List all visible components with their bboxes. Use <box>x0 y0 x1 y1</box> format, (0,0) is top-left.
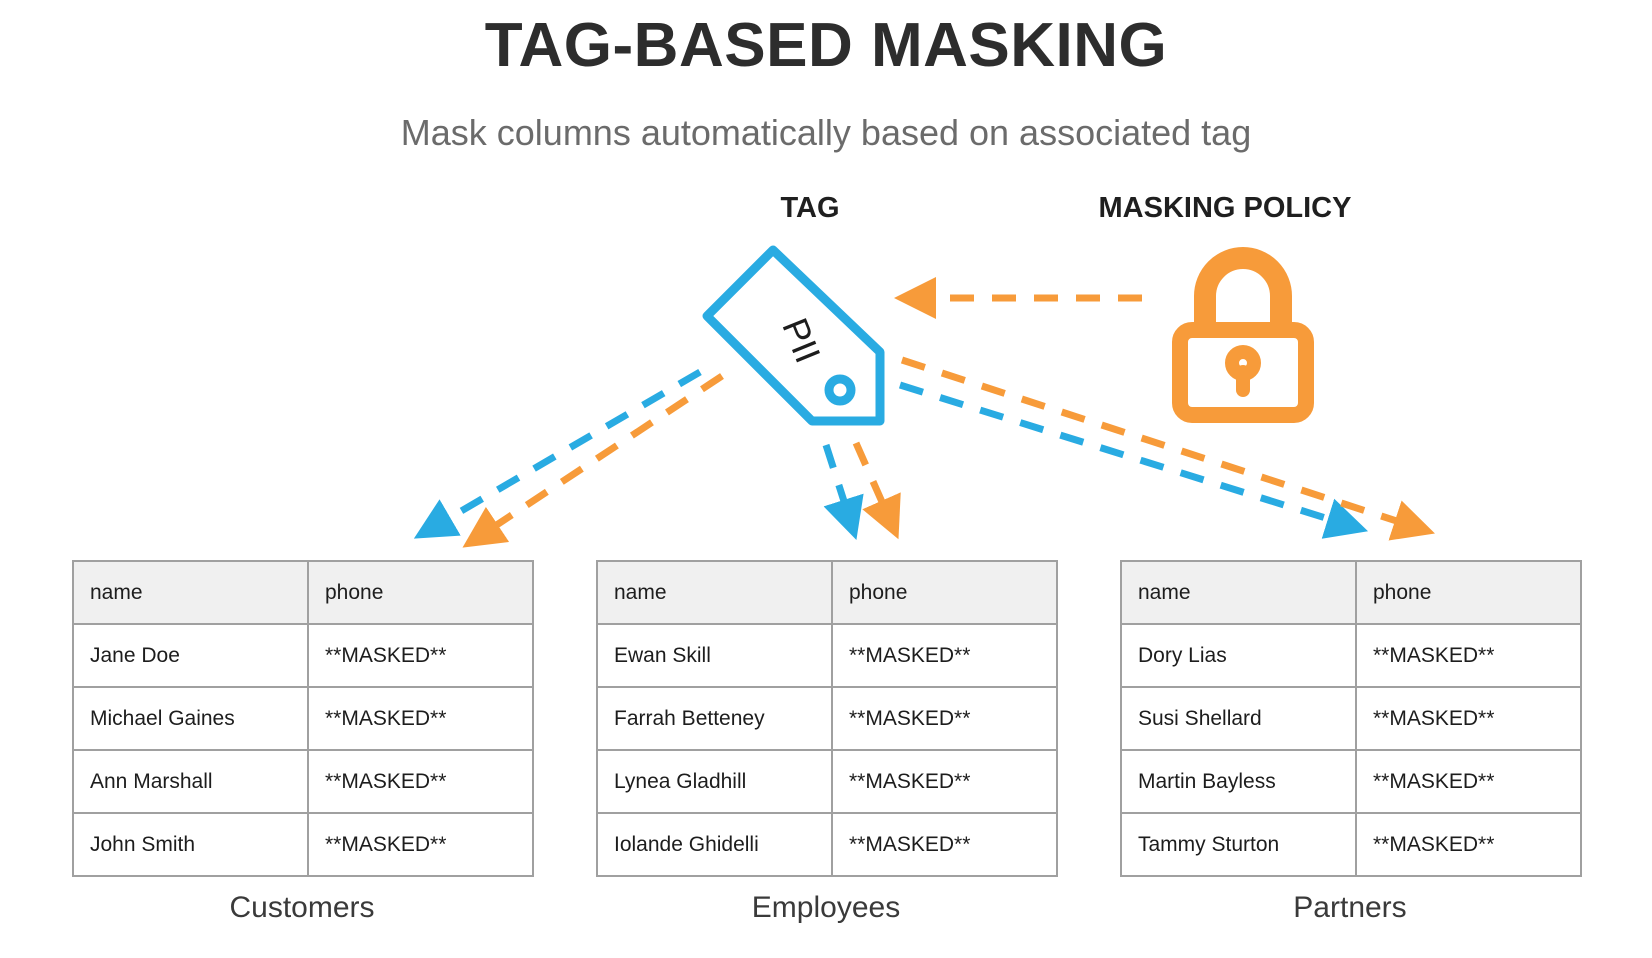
table-row <box>597 624 1057 687</box>
table-row <box>1121 750 1581 813</box>
cell-phone: **MASKED** <box>308 813 533 876</box>
cell-name: Ann Marshall <box>73 750 308 813</box>
cell-name: Martin Bayless <box>1121 750 1356 813</box>
cell-name: Susi Shellard <box>1121 687 1356 750</box>
cell-phone: **MASKED** <box>832 624 1057 687</box>
cell-phone: **MASKED** <box>308 624 533 687</box>
cell-phone: **MASKED** <box>832 750 1057 813</box>
table-row <box>73 813 533 876</box>
cell-phone: **MASKED** <box>1356 624 1581 687</box>
arrow-tag-to-employees <box>826 445 850 520</box>
cell-name: Dory Lias <box>1121 624 1356 687</box>
data-table <box>596 560 1058 877</box>
column-header-name: name <box>1121 561 1356 624</box>
table-block-partners <box>1120 560 1580 925</box>
arrow-policy-to-employees <box>856 443 890 520</box>
table-block-employees <box>596 560 1056 925</box>
data-table <box>1120 560 1582 877</box>
tag-text: PII <box>774 312 829 369</box>
arrow-policy-to-customers <box>480 376 722 536</box>
table-row <box>1121 624 1581 687</box>
tag-icon <box>707 250 880 421</box>
column-header-name: name <box>73 561 308 624</box>
cell-name: Ewan Skill <box>597 624 832 687</box>
cell-name: Jane Doe <box>73 624 308 687</box>
table-block-customers <box>72 560 532 925</box>
table-row <box>73 687 533 750</box>
page-title: TAG-BASED MASKING <box>484 11 1168 80</box>
table-caption: Customers <box>229 891 375 924</box>
column-header-name: name <box>597 561 832 624</box>
table-row <box>73 750 533 813</box>
cell-phone: **MASKED** <box>308 750 533 813</box>
column-header-phone: phone <box>832 561 1057 624</box>
cell-name: Farrah Betteney <box>597 687 832 750</box>
tag-label: TAG <box>780 192 840 224</box>
cell-phone: **MASKED** <box>1356 813 1581 876</box>
cell-phone: **MASKED** <box>1356 750 1581 813</box>
cell-name: Iolande Ghidelli <box>597 813 832 876</box>
cell-phone: **MASKED** <box>832 687 1057 750</box>
cell-phone: **MASKED** <box>1356 687 1581 750</box>
data-table <box>72 560 534 877</box>
column-header-phone: phone <box>308 561 533 624</box>
page-subtitle: Mask columns automatically based on associated tag <box>400 112 1252 153</box>
table-row <box>1121 687 1581 750</box>
table-row <box>1121 813 1581 876</box>
cell-phone: **MASKED** <box>308 687 533 750</box>
table-header-row <box>1121 561 1581 624</box>
cell-name: John Smith <box>73 813 308 876</box>
table-caption: Employees <box>751 891 901 924</box>
table-caption: Partners <box>1293 891 1407 924</box>
arrow-policy-to-partners <box>902 360 1415 527</box>
lock-icon <box>1180 258 1306 415</box>
cell-phone: **MASKED** <box>832 813 1057 876</box>
tables-row <box>0 560 1652 925</box>
table-header-row <box>597 561 1057 624</box>
cell-name: Michael Gaines <box>73 687 308 750</box>
table-row <box>73 624 533 687</box>
masking-policy-label: MASKING POLICY <box>1098 192 1352 224</box>
cell-name: Tammy Sturton <box>1121 813 1356 876</box>
column-header-phone: phone <box>1356 561 1581 624</box>
arrow-tag-to-customers <box>432 372 700 528</box>
table-header-row <box>73 561 533 624</box>
arrow-tag-to-partners <box>900 385 1348 525</box>
table-row <box>597 687 1057 750</box>
table-row <box>597 750 1057 813</box>
cell-name: Lynea Gladhill <box>597 750 832 813</box>
table-row <box>597 813 1057 876</box>
